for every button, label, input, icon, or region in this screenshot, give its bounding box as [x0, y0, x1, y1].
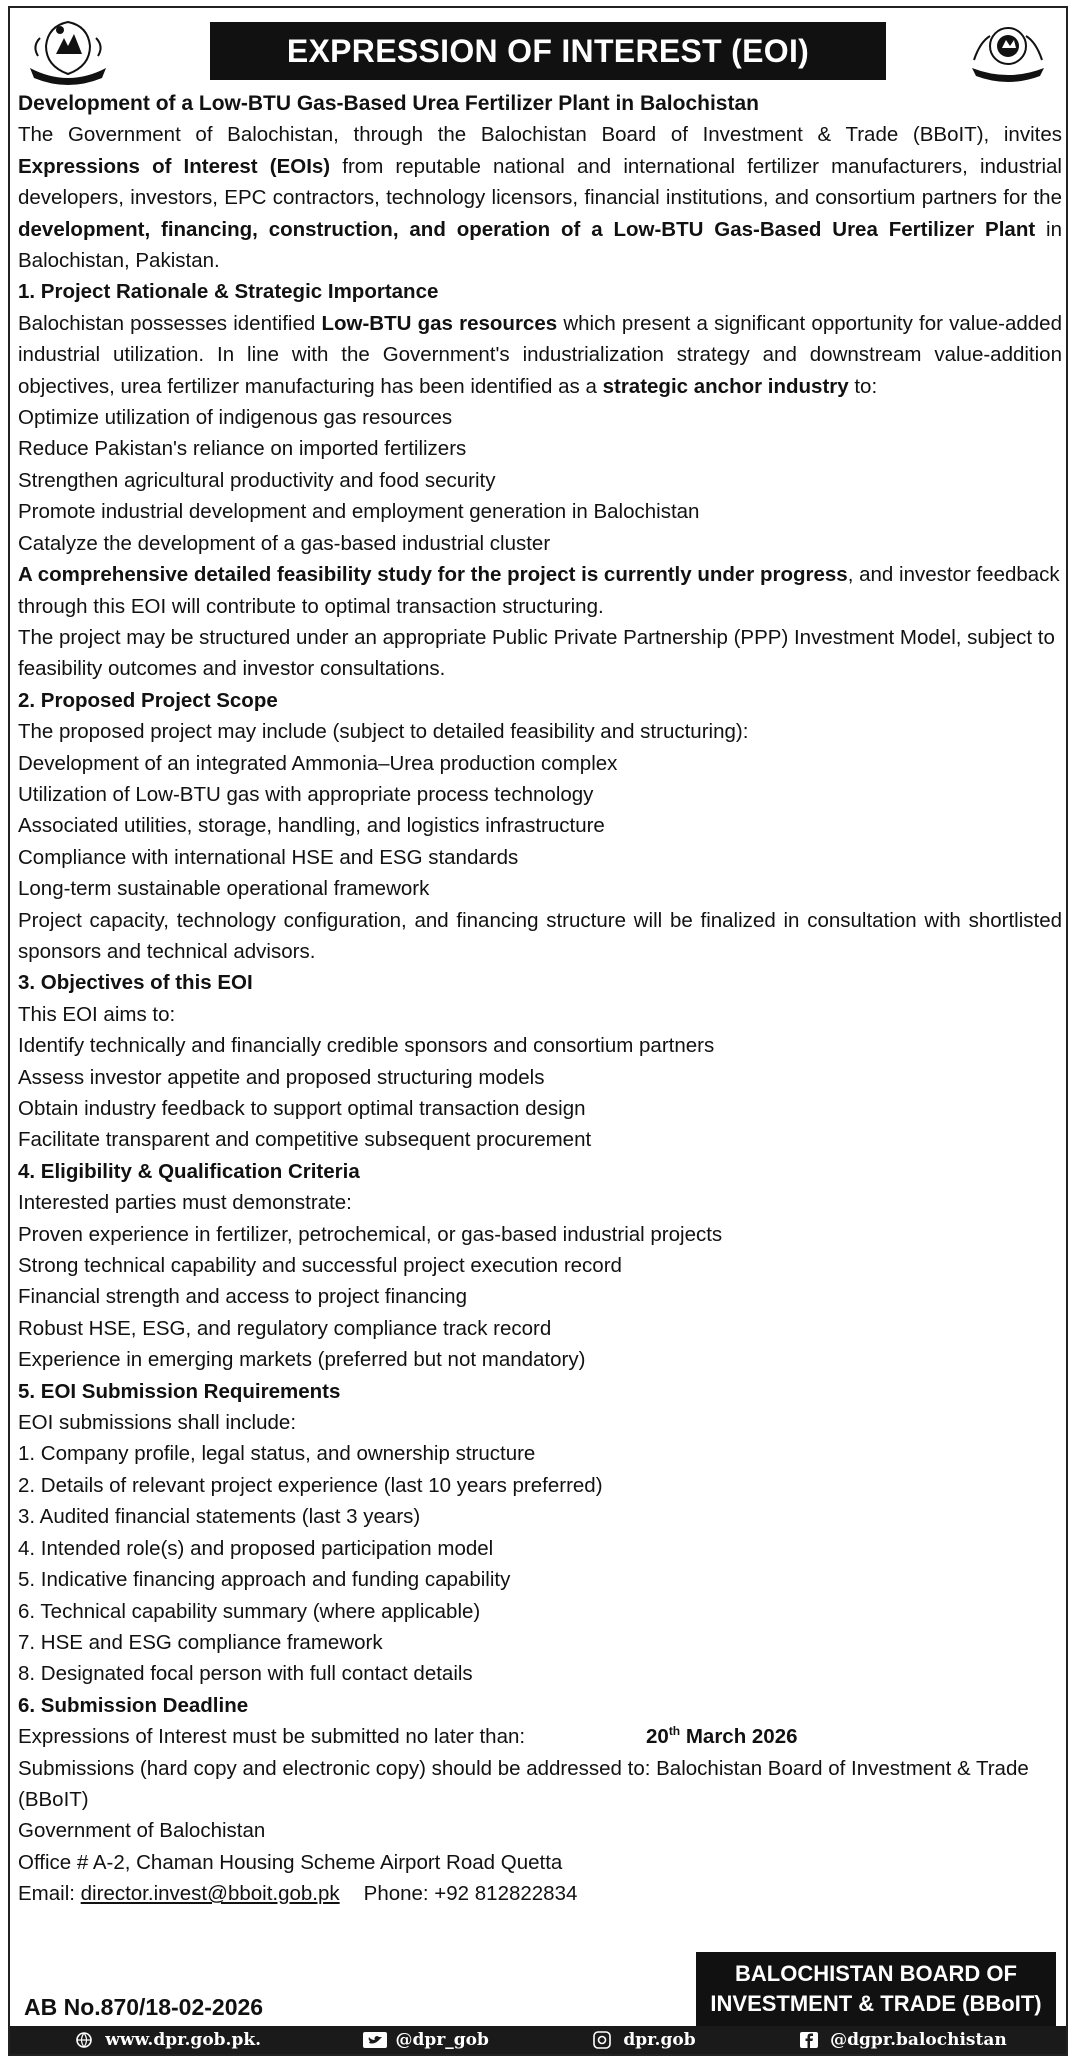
- email-link[interactable]: director.invest@bboit.gob.pk: [80, 1882, 340, 1906]
- facebook-icon: [794, 2031, 824, 2049]
- intro-bold: development, financing, construction, and operation of a Low-BTU Gas-Based Urea Fertilizer Plant: [18, 217, 1036, 241]
- section-heading-6: 6. Submission Deadline: [18, 1693, 249, 1717]
- bboit-emblem-icon: [960, 16, 1056, 88]
- feasibility-paragraph: [18, 559, 1062, 622]
- list-item: Obtain industry feedback to support optimal transaction design: [18, 1097, 586, 1120]
- eligibility-intro: Interested parties must demonstrate:: [18, 1191, 352, 1215]
- advertisement-page: [8, 6, 1068, 2056]
- section-heading-3: 3. Objectives of this EOI: [18, 971, 253, 995]
- list-item: Associated utilities, storage, handling, and logistics infrastructure: [18, 814, 605, 838]
- scope-intro: The proposed project may include (subject to detailed feasibility and structuring):: [18, 720, 749, 744]
- facebook-handle: @dgpr.balochistan: [830, 2030, 1007, 2050]
- list-item: Catalyze the development of a gas-based industrial cluster: [18, 531, 551, 555]
- twitter-icon: [360, 2031, 390, 2049]
- intro-text: The Government of Balochistan, through the Balochistan Board of Investment & Trade (BBoIT), invites: [18, 123, 1062, 147]
- project-heading: Development of a Low-BTU Gas-Based Urea Fertilizer Plant in Balochistan: [18, 92, 759, 115]
- list-item: Strengthen agricultural productivity and food security: [18, 468, 496, 492]
- instagram-handle: dpr.gob: [623, 2030, 696, 2050]
- footer-bar: [10, 2026, 1066, 2054]
- rationale-text: Balochistan possesses identified: [18, 311, 322, 335]
- rationale-bold: Low-BTU gas resources: [321, 311, 558, 335]
- deadline-month-year: March 2026: [680, 1725, 798, 1749]
- intro-bold: Expressions of Interest (EOIs): [18, 154, 331, 178]
- list-item: Assess investor appetite and proposed structuring models: [18, 1065, 545, 1089]
- list-item: Robust HSE, ESG, and regulatory compliance track record: [18, 1316, 552, 1340]
- section-heading-5: 5. EOI Submission Requirements: [18, 1379, 341, 1403]
- intro-text: from reputable national and international fertilizer manufacturers, industrial developers, investors, EPC contractors, technology licensors, financial institutions, and consortium partners for the: [18, 154, 1062, 210]
- list-item: Facilitate transparent and competitive subsequent procurement: [18, 1128, 592, 1152]
- list-item: 6. Technical capability summary (where applicable): [18, 1599, 481, 1623]
- twitter-handle: @dpr_gob: [395, 2030, 489, 2050]
- instagram-icon: [587, 2031, 617, 2049]
- phone-text: Phone: +92 812822834: [363, 1882, 578, 1906]
- scope-closing: Project capacity, technology configuration, and financing structure will be finalized in consultation with shortlisted sponsors and technical advisors.: [18, 908, 1062, 963]
- govt-emblem-icon: [20, 16, 116, 88]
- section-heading-4: 4. Eligibility & Qualification Criteria: [18, 1159, 360, 1183]
- ppp-paragraph: The project may be structured under an appropriate Public Private Partnership (PPP) Investment Model, subject to feasibility outcomes and investor consultations.: [18, 625, 1055, 681]
- deadline-label: Expressions of Interest must be submitted no later than:: [18, 1725, 526, 1749]
- intro-paragraph: [18, 119, 1062, 276]
- page-title: EXPRESSION OF INTEREST (EOI): [210, 22, 886, 80]
- list-item: Reduce Pakistan's reliance on imported fertilizers: [18, 437, 467, 461]
- list-item: Identify technically and financially credible sponsors and consortium partners: [18, 1034, 715, 1058]
- eoi-body: [18, 88, 1062, 1910]
- list-item: Promote industrial development and employment generation in Balochistan: [18, 500, 700, 524]
- footer-facebook[interactable]: [794, 2030, 1007, 2050]
- email-label: Email:: [18, 1882, 81, 1906]
- list-item: 1. Company profile, legal status, and ownership structure: [18, 1442, 536, 1466]
- address-office: Office # A-2, Chaman Housing Scheme Airport Road Quetta: [18, 1850, 563, 1874]
- address-gov: Government of Balochistan: [18, 1819, 266, 1843]
- footer-twitter[interactable]: [360, 2030, 489, 2050]
- address-intro: Submissions (hard copy and electronic copy) should be addressed to: Balochistan Board of Investment & Trade (BBoIT): [18, 1756, 1029, 1811]
- feasibility-text: , and investor feedback through this EOI will contribute to optimal transaction structuring.: [18, 563, 1060, 618]
- list-item: 7. HSE and ESG compliance framework: [18, 1630, 383, 1654]
- list-item: 3. Audited financial statements (last 3 years): [18, 1505, 421, 1529]
- list-item: Utilization of Low-BTU gas with appropriate process technology: [18, 782, 594, 806]
- list-item: 2. Details of relevant project experience (last 10 years preferred): [18, 1473, 603, 1497]
- globe-icon: [69, 2031, 99, 2049]
- list-item: Financial strength and access to project financing: [18, 1285, 467, 1309]
- submission-intro: EOI submissions shall include:: [18, 1411, 297, 1435]
- footer-instagram[interactable]: [587, 2030, 695, 2050]
- list-item: Development of an integrated Ammonia–Urea production complex: [18, 751, 618, 775]
- org-signature-box: [696, 1952, 1056, 2026]
- rationale-text: which present a significant opportunity for value-added industrial utilization. In line with the Government's industrialization strategy and downstream value-addition objectives, urea fertilizer manufacturing has been identified as a: [18, 311, 1062, 398]
- rationale-bold: strategic anchor industry: [602, 374, 849, 398]
- feasibility-bold: A comprehensive detailed feasibility study for the project is currently under progress: [18, 563, 848, 587]
- list-item: Compliance with international HSE and ESG standards: [18, 845, 519, 869]
- list-item: 8. Designated focal person with full contact details: [18, 1662, 473, 1686]
- deadline-day: 20: [646, 1725, 669, 1749]
- ab-number: AB No.870/18-02-2026: [24, 1994, 264, 2020]
- list-item: Optimize utilization of indigenous gas resources: [18, 406, 453, 430]
- list-item: 4. Intended role(s) and proposed participation model: [18, 1536, 494, 1560]
- deadline-suffix: th: [668, 1724, 681, 1739]
- contact-row: [18, 1878, 1062, 1909]
- list-item: Experience in emerging markets (preferred but not mandatory): [18, 1348, 586, 1372]
- deadline-row: [18, 1721, 1062, 1752]
- website-text: www.dpr.gob.pk.: [105, 2030, 262, 2050]
- rationale-text: to:: [848, 374, 878, 398]
- list-item: Strong technical capability and successful project execution record: [18, 1254, 622, 1278]
- section-heading-1: 1. Project Rationale & Strategic Importance: [18, 280, 439, 304]
- list-item: Long-term sustainable operational framework: [18, 877, 430, 901]
- org-line-1: BALOCHISTAN BOARD OF: [735, 1961, 1017, 1986]
- deadline-date: [646, 1721, 798, 1752]
- rationale-paragraph: [18, 308, 1062, 402]
- section-heading-2: 2. Proposed Project Scope: [18, 688, 278, 712]
- objectives-intro: This EOI aims to:: [18, 1002, 176, 1026]
- org-line-2: INVESTMENT & TRADE (BBoIT): [710, 1991, 1042, 2016]
- footer-website[interactable]: [69, 2030, 261, 2050]
- list-item: 5. Indicative financing approach and funding capability: [18, 1568, 511, 1592]
- list-item: Proven experience in fertilizer, petrochemical, or gas-based industrial projects: [18, 1222, 723, 1246]
- intro-text: in Balochistan, Pakistan.: [18, 217, 1063, 273]
